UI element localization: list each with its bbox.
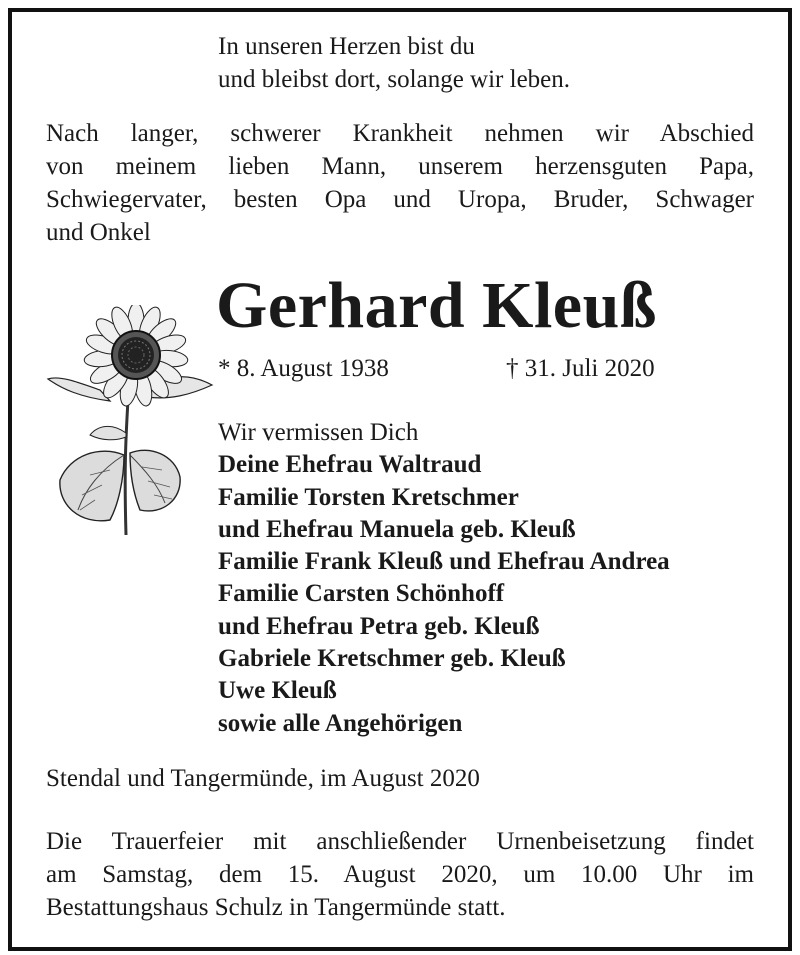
place-and-date: Stendal und Tangermünde, im August 2020 (46, 765, 480, 792)
sunflower-icon (40, 305, 225, 545)
intro-line: von meinem lieben Mann, unserem herzensguten Papa, (46, 153, 754, 180)
death-date: † 31. Juli 2020 (506, 355, 655, 382)
mourner-entry: Uwe Kleuß (218, 677, 337, 705)
motto-line-1: In unseren Herzen bist du (218, 33, 475, 60)
service-line: am Samstag, dem 15. August 2020, um 10.00 Uhr im (46, 861, 754, 888)
intro-line: Nach langer, schwerer Krankheit nehmen wir Abschied (46, 120, 754, 147)
intro-line: und Onkel (46, 219, 151, 246)
mourner-entry: und Ehefrau Manuela geb. Kleuß (218, 515, 576, 543)
mourner-entry: sowie alle Angehörigen (218, 709, 463, 737)
mourner-entry: Gabriele Kretschmer geb. Kleuß (218, 645, 566, 673)
intro-line: Schwiegervater, besten Opa und Uropa, Bruder, Schwager (46, 186, 754, 213)
mourner-entry: und Ehefrau Petra geb. Kleuß (218, 612, 540, 640)
mourner-entry: Familie Carsten Schönhoff (218, 580, 505, 608)
mourner-entry: Deine Ehefrau Waltraud (218, 451, 482, 479)
mourners-lead: Wir vermissen Dich (218, 419, 419, 446)
mourner-entry: Familie Torsten Kretschmer (218, 483, 519, 511)
motto (218, 30, 570, 96)
mourners-list (218, 417, 670, 740)
mourner-entry: Familie Frank Kleuß und Ehefrau Andrea (218, 548, 670, 576)
service-notice (46, 825, 754, 924)
motto-line-2: und bleibst dort, solange wir leben. (218, 66, 571, 93)
intro-text (46, 117, 754, 249)
birth-date: * 8. August 1938 (218, 355, 389, 382)
service-line: Die Trauerfeier mit anschließender Urnenbeisetzung findet (46, 828, 754, 855)
service-line: Bestattungshaus Schulz in Tangermünde statt. (46, 894, 506, 921)
deceased-name: Gerhard Kleuß (216, 269, 658, 342)
